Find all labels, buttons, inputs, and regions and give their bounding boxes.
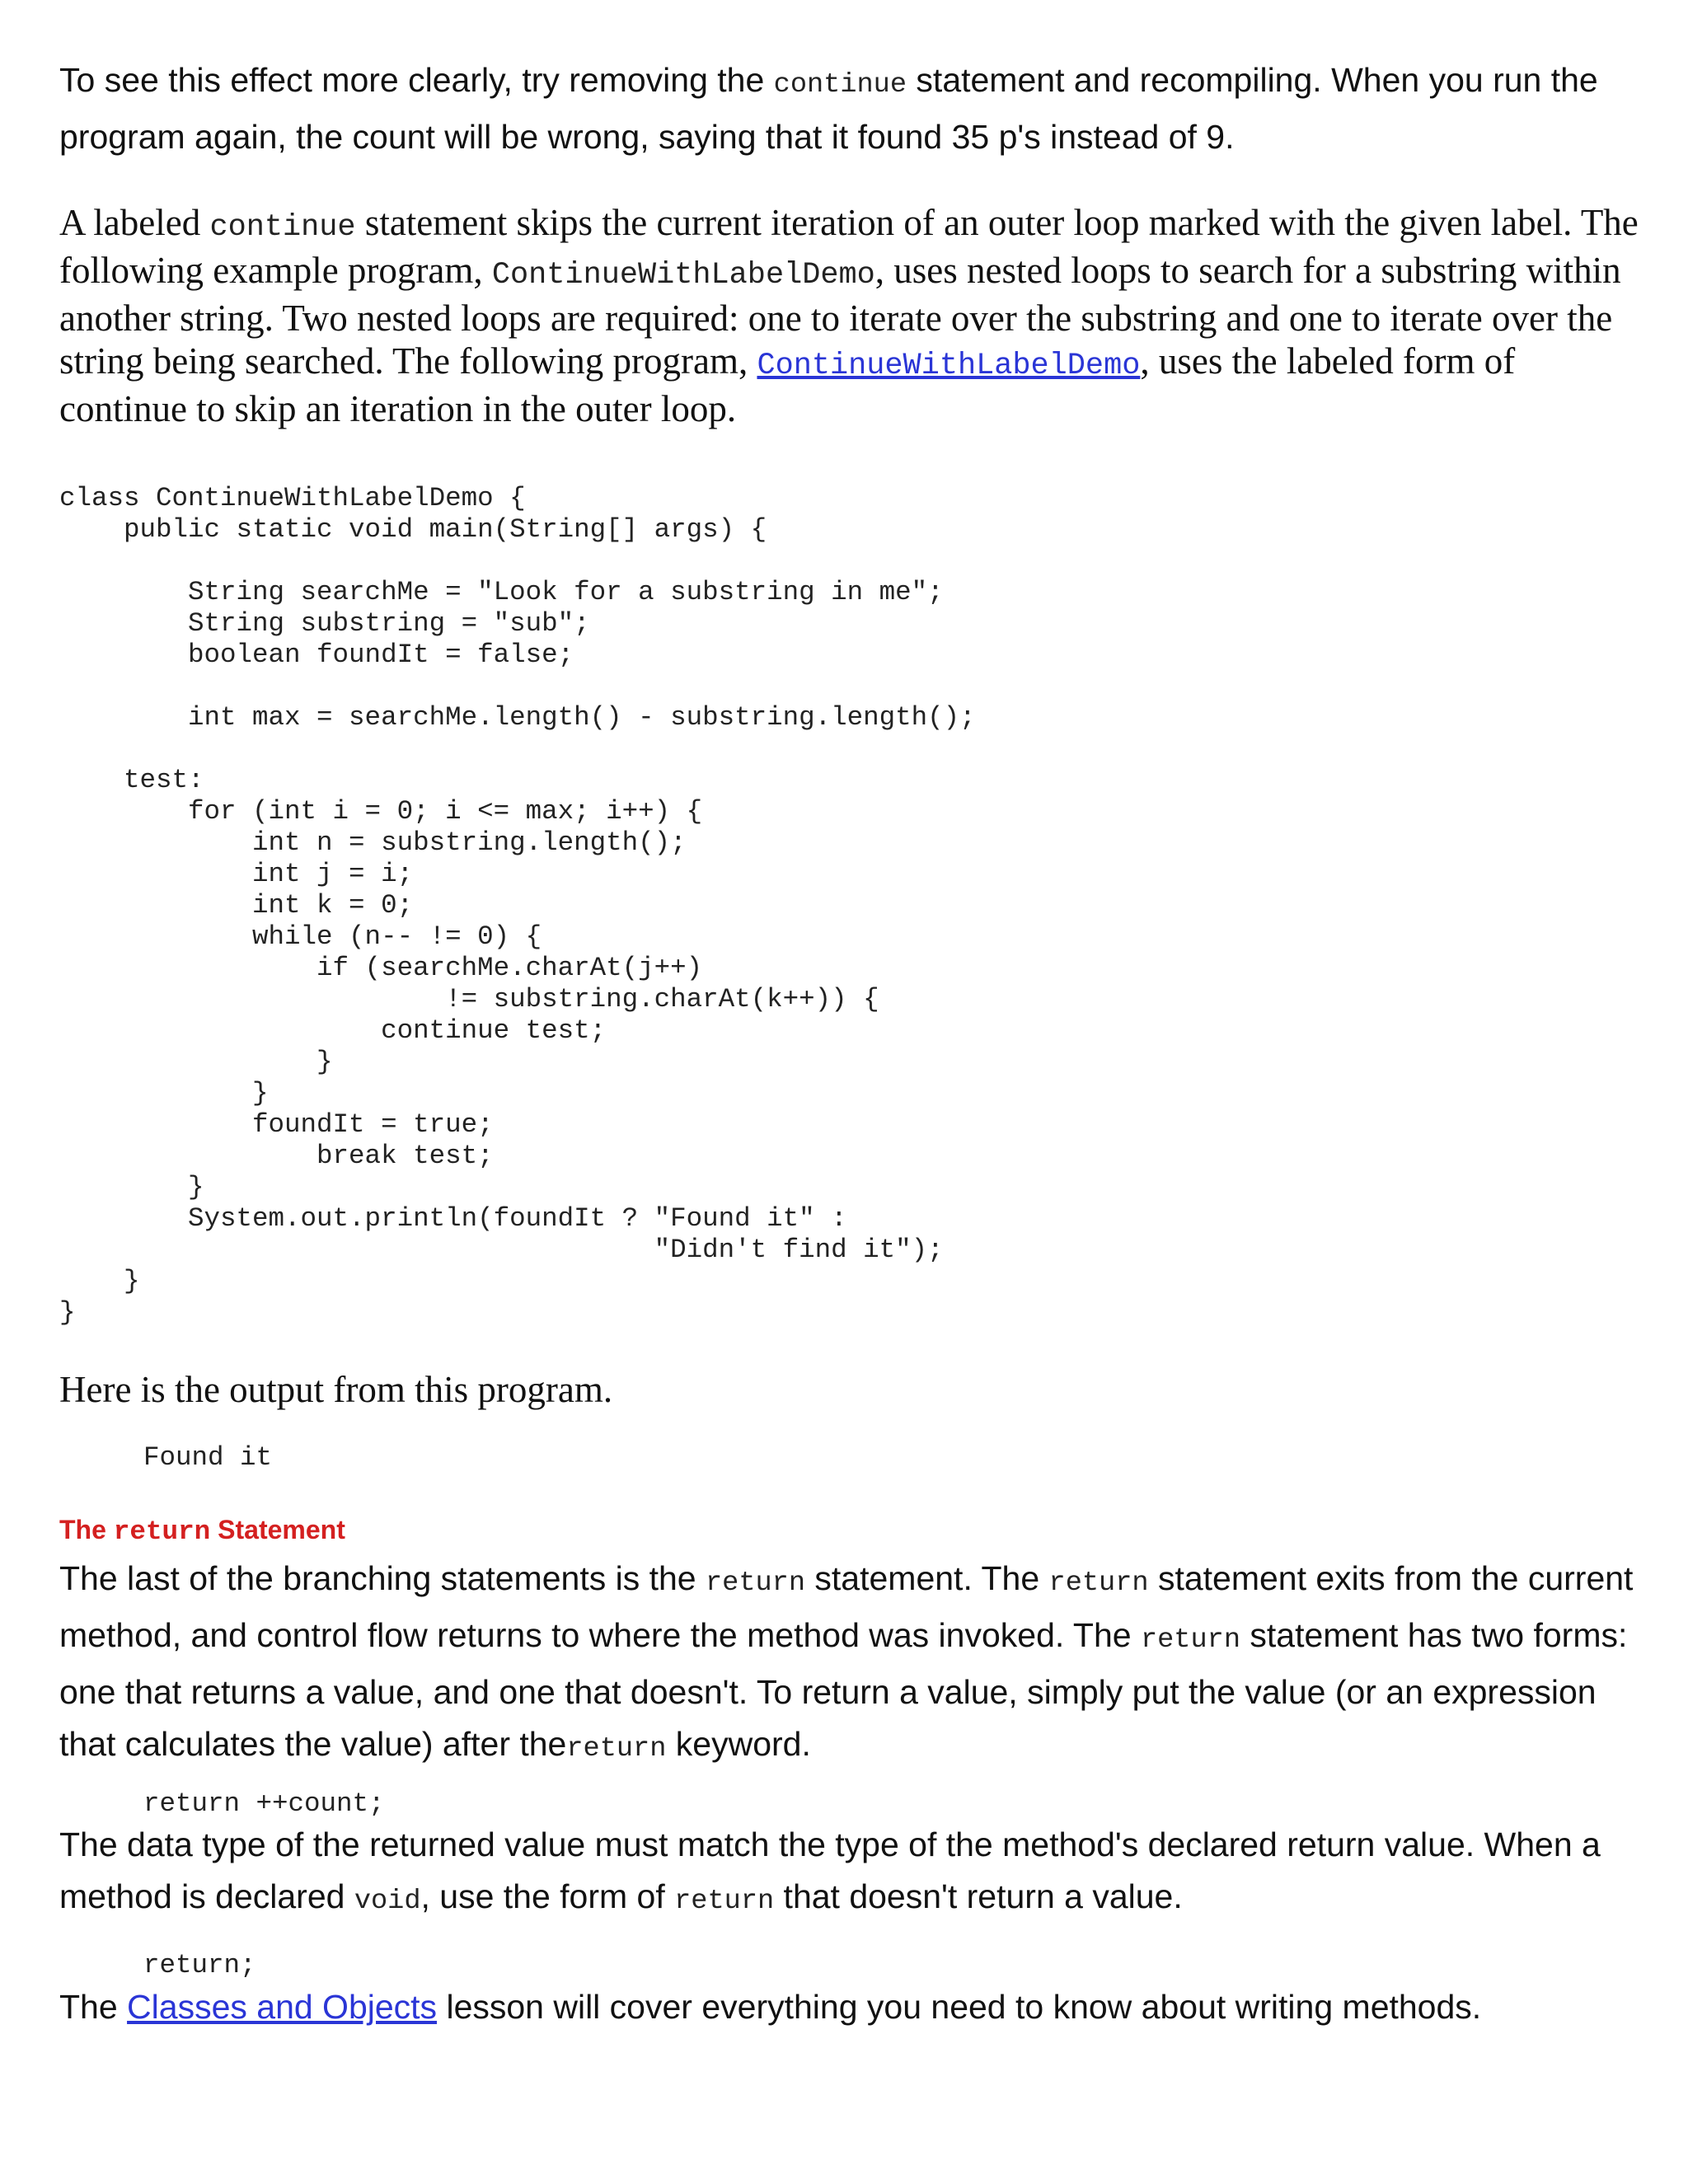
- code-return-count: return ++count;: [143, 1788, 385, 1819]
- inline-code-class-name: ContinueWithLabelDemo: [491, 258, 875, 293]
- paragraph-return-statement: The last of the branching statements is the return statement. The return statement exits from the current method, and control flow returns to where the method was invoked. The return statement has two forms: one that returns a value, and one that doesn't. To return a value, simply put the value (or an expression that calculates the value) after thereturn keyword.: [59, 1559, 1634, 1765]
- code-return-void: return;: [143, 1950, 256, 1980]
- paragraph-continue-effect: To see this effect more clearly, try removing the continue statement and recompiling. When you run the program again, the count will be wrong, saying that it found 35 p's instead of 9.: [59, 61, 1598, 156]
- code-listing: class ContinueWithLabelDemo { public static void main(String[] args) { String searchMe = "Look for a substring in me"; String substring = "sub"; boolean foundIt = false; int max = searchMe.length() - substring.length(); test: for (int i = 0; i <= max; i++) { int n = substring.length(); int j = i; int k = 0; while (n-- != 0) { if (searchMe.charAt(j++) != substring.charAt(k++)) { continue test; } } foundIt = true; break test; } System.out.println(foundIt ? "Found it" : "Didn't find it"); } }: [59, 483, 976, 1328]
- section-heading-return: The return Statement: [59, 1515, 345, 1547]
- classes-and-objects-link[interactable]: Classes and Objects: [127, 1988, 438, 2026]
- program-output: Found it: [143, 1442, 273, 1473]
- paragraph-output-intro: Here is the output from this program.: [59, 1369, 613, 1410]
- paragraph-return-type: The data type of the returned value must match the type of the method's declared return value. When a method is declared void, use the form of return that doesn't return a value.: [59, 1825, 1601, 1917]
- inline-code-continue: continue: [209, 210, 356, 245]
- continuewithlabeldemo-link[interactable]: ContinueWithLabelDemo: [757, 349, 1141, 383]
- paragraph-labeled-continue: A labeled continue statement skips the current iteration of an outer loop marked with the given label. The following example program, ContinueWithLabelDemo, uses nested loops to search for a substring within another string. Two nested loops are required: one to iterate over the substring and one to iterate over the string being searched. The following program, ContinueWithLabelDemo, uses the labeled form of continue to skip an iteration in the outer loop.: [59, 202, 1639, 429]
- paragraph-classes-objects: The Classes and Objects lesson will cover everything you need to know about writing methods.: [59, 1988, 1482, 2026]
- inline-code-continue: continue: [773, 69, 907, 101]
